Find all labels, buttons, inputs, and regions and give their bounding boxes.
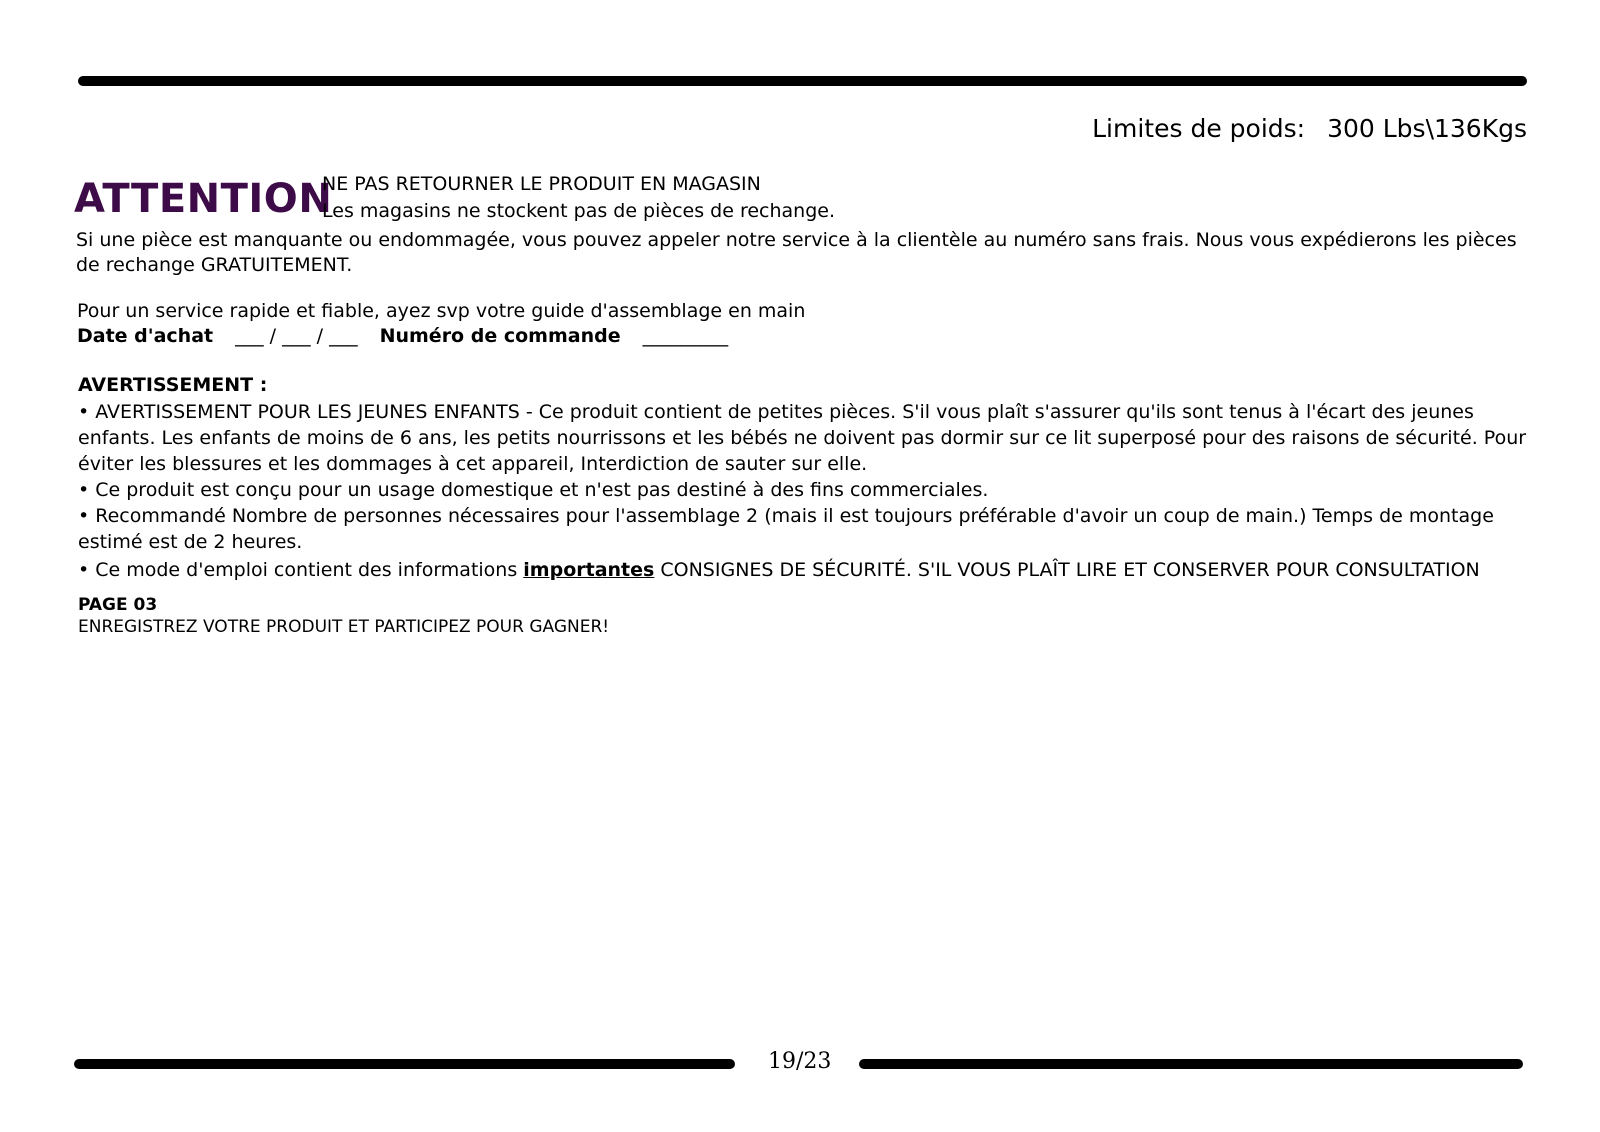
bottom-divider-right xyxy=(859,1059,1523,1069)
instructions-emphasis: importantes xyxy=(523,559,655,581)
order-number-label: Numéro de commande xyxy=(379,325,621,347)
attention-line-2: Les magasins ne stockent pas de pièces de rechange. xyxy=(322,200,835,222)
instructions-text-post: CONSIGNES DE SÉCURITÉ. S'IL VOUS PLAÎT LIRE ET CONSERVER POUR CONSULTATION xyxy=(654,559,1480,581)
attention-heading: ATTENTION xyxy=(74,176,333,222)
purchase-date-blank: ___ / ___ / ___ xyxy=(235,325,358,347)
warning-bullet-children: • AVERTISSEMENT POUR LES JEUNES ENFANTS - Ce produit contient de petites pièces. S'il vous plaît s'assurer qu'ils sont tenus à l'écart des jeunes enfants. Les enfants de moins de 6 ans, les petits nourrissons et les bébés ne doivent pas dormir sur ce lit superposé pour des raisons de sécurité. Pour éviter les blessures et les dommages à cet appareil, Interdiction de sauter sur elle. xyxy=(78,401,1527,475)
missing-parts-text: Si une pièce est manquante ou endommagée, vous pouvez appeler notre service à la clientèle au numéro sans frais. Nous vous expédierons les pièces de rechange GRATUITEMENT. xyxy=(76,229,1517,276)
weight-limit-value: 300 Lbs\136Kgs xyxy=(1327,114,1527,143)
purchase-date-label: Date d'achat xyxy=(77,325,214,347)
order-number-blank: _________ xyxy=(642,325,729,347)
weight-limit xyxy=(1092,114,1527,143)
register-notice: ENREGISTREZ VOTRE PRODUIT ET PARTICIPEZ POUR GAGNER! xyxy=(78,617,610,637)
warning-title: AVERTISSEMENT : xyxy=(78,374,268,396)
purchase-info xyxy=(77,324,728,349)
top-divider xyxy=(78,76,1527,86)
weight-limit-label: Limites de poids: xyxy=(1092,114,1306,143)
attention-line-1: NE PAS RETOURNER LE PRODUIT EN MAGASIN xyxy=(322,173,761,195)
warning-list xyxy=(78,399,1544,583)
instructions-text-pre: • Ce mode d'emploi contient des informations xyxy=(78,559,524,581)
warning-bullet-assembly: • Recommandé Nombre de personnes nécessaires pour l'assemblage 2 (mais il est toujours préférable d'avoir un coup de main.) Temps de montage estimé est de 2 heures. xyxy=(78,505,1494,553)
warning-bullet-domestic: • Ce produit est conçu pour un usage domestique et n'est pas destiné à des fins commerciales. xyxy=(78,479,989,501)
page-reference: PAGE 03 xyxy=(78,595,158,615)
footer-page-number: 19/23 xyxy=(768,1049,832,1074)
warning-bullet-instructions xyxy=(78,557,1544,583)
attention-notice xyxy=(322,171,835,225)
service-note: Pour un service rapide et fiable, ayez svp votre guide d'assemblage en main xyxy=(77,300,806,322)
bottom-divider-left xyxy=(74,1059,735,1069)
